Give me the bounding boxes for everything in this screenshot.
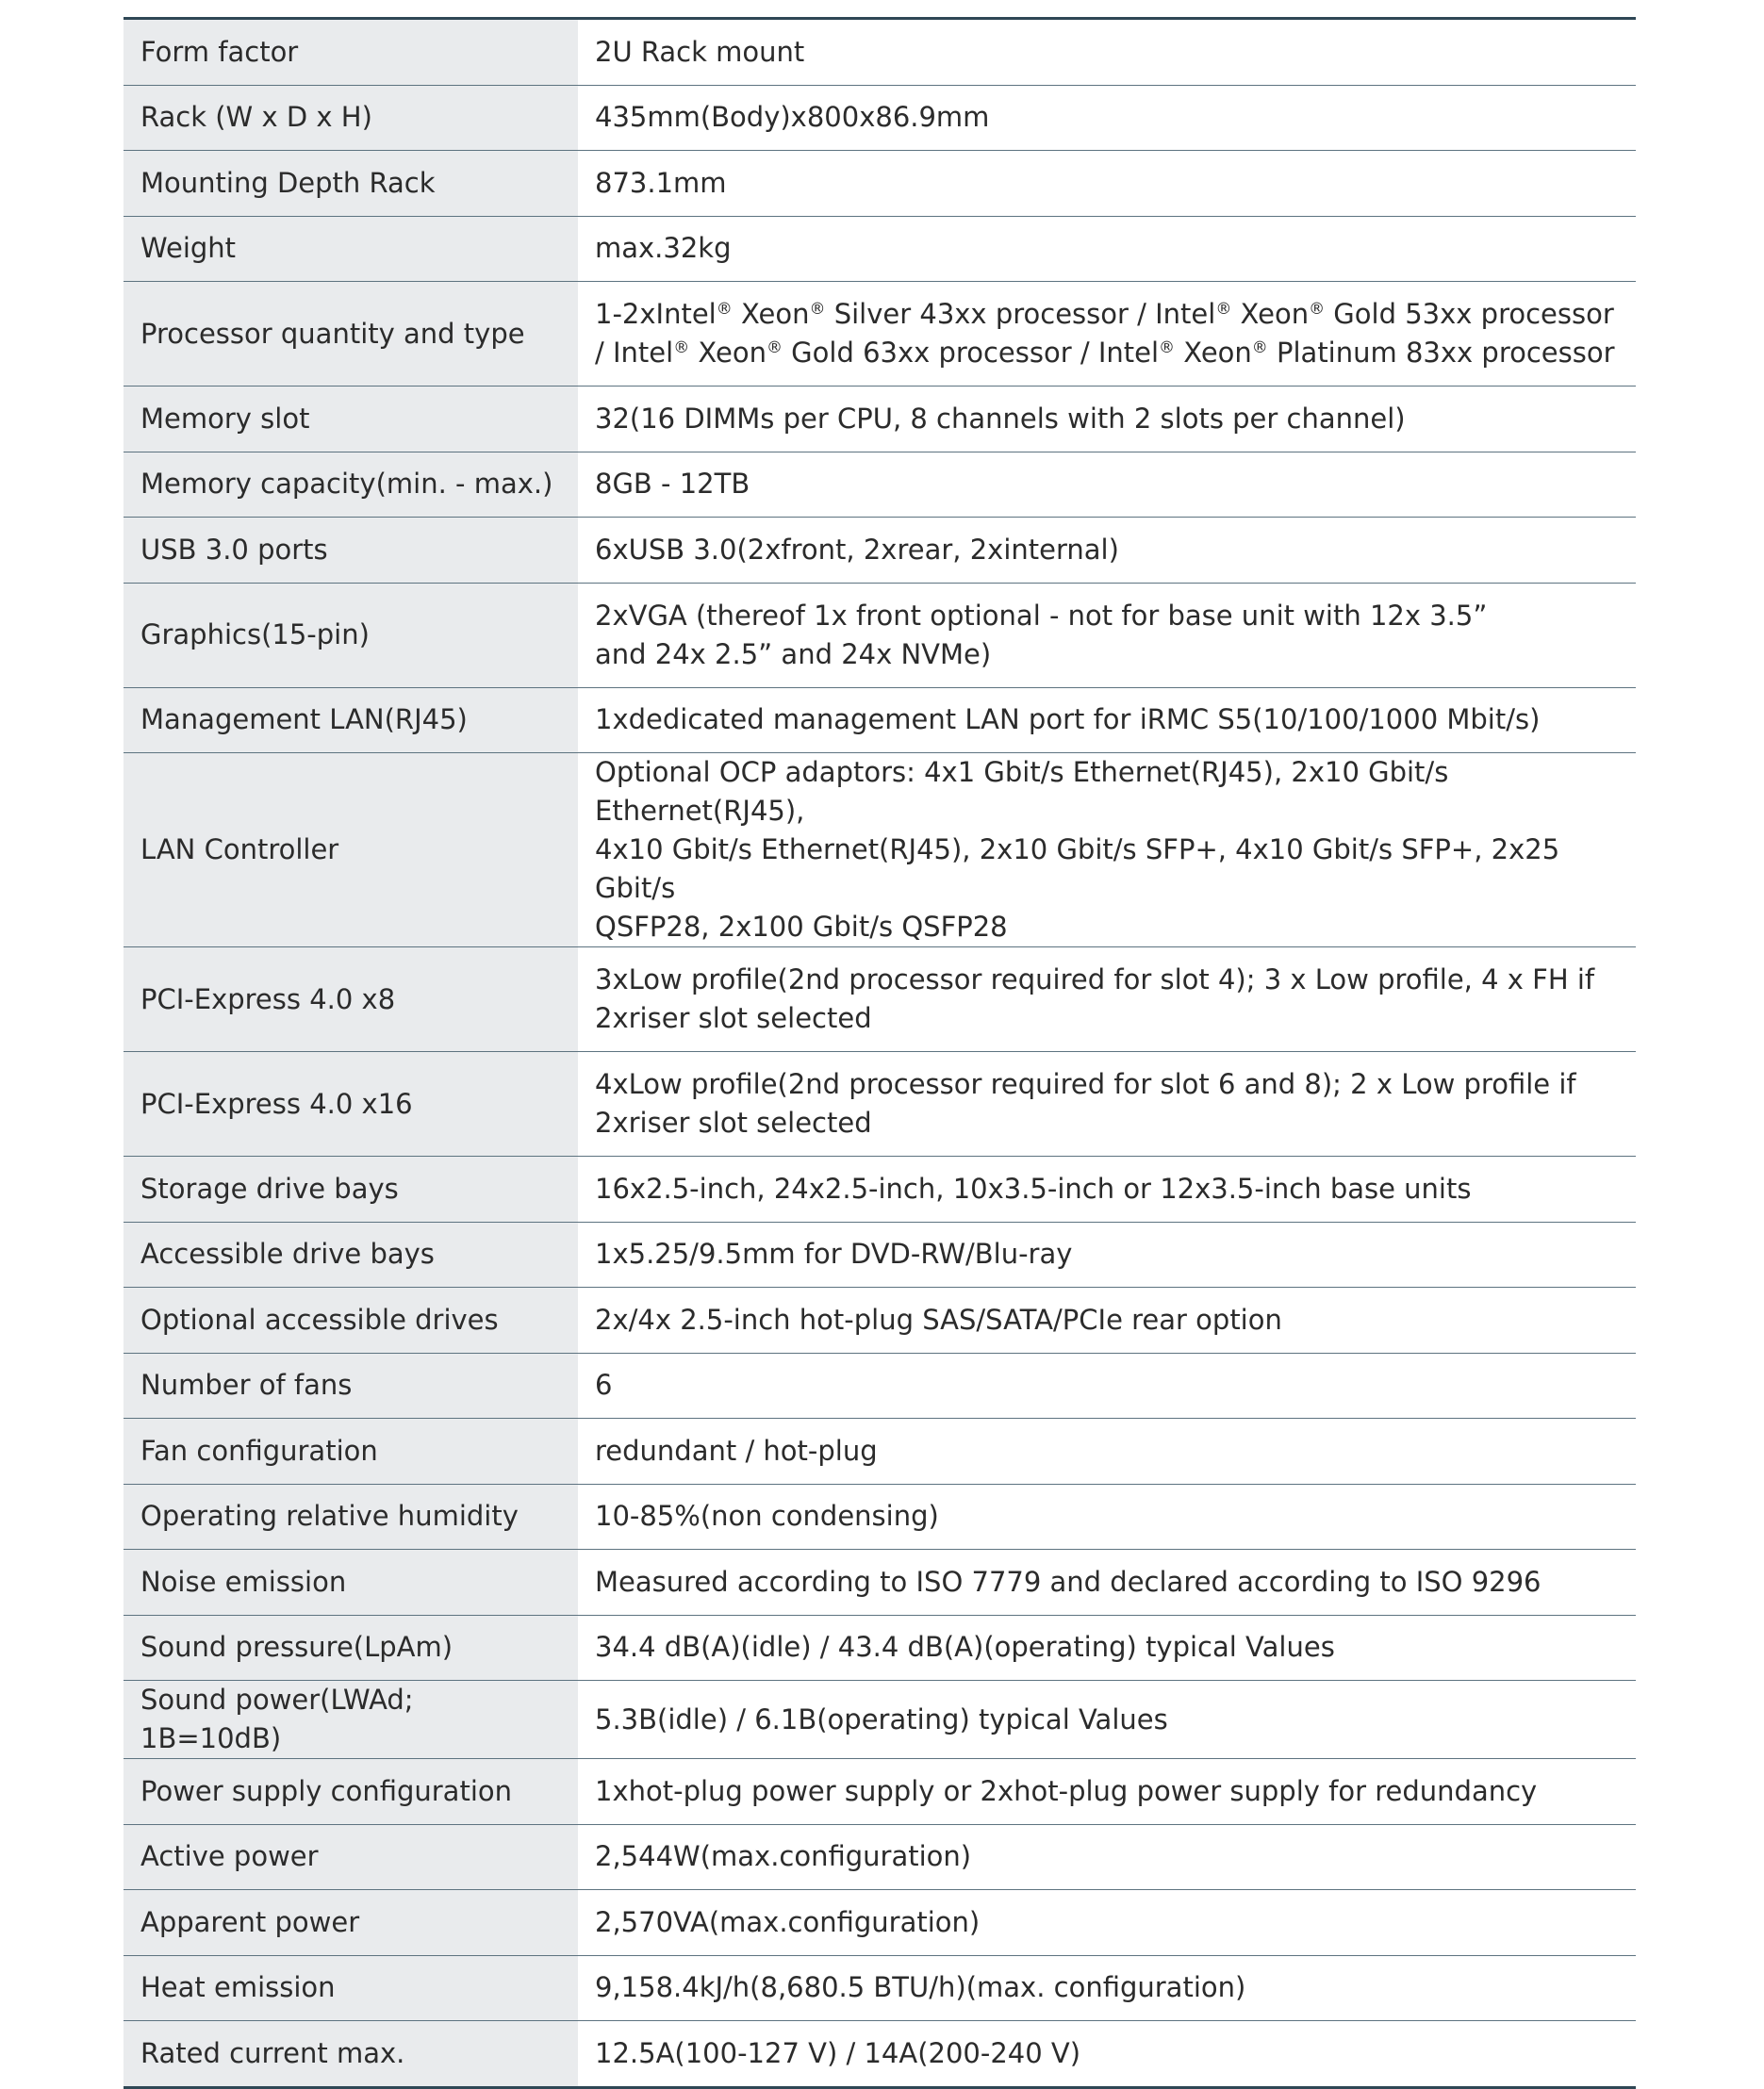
spec-label: Mounting Depth Rack bbox=[124, 151, 578, 217]
spec-value-line: 6 bbox=[595, 1369, 613, 1402]
spec-value-line: 12.5A(100-127 V) / 14A(200-240 V) bbox=[595, 2036, 1081, 2069]
spec-value-line: 2xriser slot selected bbox=[595, 1002, 872, 1034]
spec-value-line: 873.1mm bbox=[595, 166, 727, 199]
spec-label: Memory capacity(min. - max.) bbox=[124, 452, 578, 518]
spec-label: Heat emission bbox=[124, 1955, 578, 2021]
spec-row bbox=[124, 216, 1636, 282]
spec-label: Optional accessible drives bbox=[124, 1288, 578, 1354]
spec-label: PCI-Express 4.0 x16 bbox=[124, 1052, 578, 1157]
spec-value bbox=[578, 19, 1636, 86]
spec-row bbox=[124, 1681, 1636, 1759]
spec-table bbox=[124, 17, 1636, 2089]
spec-row bbox=[124, 19, 1636, 86]
spec-value bbox=[578, 1419, 1636, 1485]
spec-label: Number of fans bbox=[124, 1353, 578, 1419]
spec-value-line: 10-85%(non condensing) bbox=[595, 1500, 939, 1533]
spec-row bbox=[124, 947, 1636, 1052]
spec-value-line: 1x5.25/9.5mm for DVD-RW/Blu-ray bbox=[595, 1238, 1073, 1271]
spec-value bbox=[578, 1157, 1636, 1223]
spec-label: Power supply configuration bbox=[124, 1759, 578, 1825]
spec-row bbox=[124, 151, 1636, 217]
spec-value bbox=[578, 687, 1636, 753]
spec-label: Management LAN(RJ45) bbox=[124, 687, 578, 753]
spec-value bbox=[578, 1288, 1636, 1354]
spec-label: Apparent power bbox=[124, 1890, 578, 1956]
spec-value bbox=[578, 947, 1636, 1052]
spec-row bbox=[124, 1052, 1636, 1157]
spec-value-line: 32(16 DIMMs per CPU, 8 channels with 2 slots per channel) bbox=[595, 402, 1406, 435]
spec-row bbox=[124, 1353, 1636, 1419]
spec-value-line: and 24x 2.5” and 24x NVMe) bbox=[595, 637, 992, 670]
spec-table-body bbox=[124, 19, 1636, 2088]
spec-label: Rack (W x D x H) bbox=[124, 85, 578, 151]
spec-value-line: 4x10 Gbit/s Ethernet(RJ45), 2x10 Gbit/s SFP+, 4x10 Gbit/s SFP+, 2x25 Gbit/s bbox=[595, 833, 1560, 904]
spec-value bbox=[578, 1681, 1636, 1759]
spec-label: Weight bbox=[124, 216, 578, 282]
spec-row bbox=[124, 753, 1636, 947]
spec-value bbox=[578, 151, 1636, 217]
spec-label: Processor quantity and type bbox=[124, 282, 578, 387]
spec-label: Accessible drive bays bbox=[124, 1222, 578, 1288]
spec-value-line: 435mm(Body)x800x86.9mm bbox=[595, 101, 990, 134]
spec-label: Form factor bbox=[124, 19, 578, 86]
spec-value-line: 4xLow profile(2nd processor required for slot 6 and 8); 2 x Low profile if bbox=[595, 1068, 1576, 1100]
spec-value bbox=[578, 387, 1636, 452]
spec-row bbox=[124, 1955, 1636, 2021]
spec-row bbox=[124, 452, 1636, 518]
spec-value bbox=[578, 518, 1636, 584]
spec-row bbox=[124, 1615, 1636, 1681]
spec-label: Fan configuration bbox=[124, 1419, 578, 1485]
spec-row bbox=[124, 85, 1636, 151]
spec-value bbox=[578, 1222, 1636, 1288]
spec-row bbox=[124, 1288, 1636, 1354]
spec-row bbox=[124, 1890, 1636, 1956]
spec-value bbox=[578, 282, 1636, 387]
spec-label: Memory slot bbox=[124, 387, 578, 452]
spec-row bbox=[124, 387, 1636, 452]
spec-label: Operating relative humidity bbox=[124, 1484, 578, 1550]
spec-value-line: 1xdedicated management LAN port for iRMC S5(10/100/1000 Mbit/s) bbox=[595, 703, 1541, 736]
spec-label: Rated current max. bbox=[124, 2021, 578, 2088]
spec-label: Active power bbox=[124, 1824, 578, 1890]
spec-row bbox=[124, 1484, 1636, 1550]
spec-value-line: redundant / hot-plug bbox=[595, 1434, 878, 1467]
spec-value-line: 1xhot-plug power supply or 2xhot-plug power supply for redundancy bbox=[595, 1774, 1538, 1807]
spec-value bbox=[578, 1759, 1636, 1825]
spec-value bbox=[578, 85, 1636, 151]
spec-value-line: 34.4 dB(A)(idle) / 43.4 dB(A)(operating) typical Values bbox=[595, 1631, 1335, 1664]
spec-value-line: Measured according to ISO 7779 and declared according to ISO 9296 bbox=[595, 1565, 1541, 1598]
spec-value-line: 16x2.5-inch, 24x2.5-inch, 10x3.5-inch or 12x3.5-inch base units bbox=[595, 1172, 1472, 1205]
spec-row bbox=[124, 1157, 1636, 1223]
spec-value-line: 9,158.4kJ/h(8,680.5 BTU/h)(max. configuration) bbox=[595, 1971, 1246, 2004]
spec-value bbox=[578, 1052, 1636, 1157]
spec-value bbox=[578, 1890, 1636, 1956]
spec-label: USB 3.0 ports bbox=[124, 518, 578, 584]
spec-value-line: 2xVGA (thereof 1x front optional - not for base unit with 12x 3.5” bbox=[595, 599, 1488, 632]
spec-label: Graphics(15-pin) bbox=[124, 583, 578, 687]
spec-row bbox=[124, 1222, 1636, 1288]
spec-label: Sound power(LWAd; 1B=10dB) bbox=[124, 1681, 578, 1759]
spec-value bbox=[578, 1615, 1636, 1681]
spec-value-line: 2,544W(max.configuration) bbox=[595, 1840, 972, 1873]
spec-row bbox=[124, 1419, 1636, 1485]
spec-value bbox=[578, 583, 1636, 687]
spec-value-line: 2xriser slot selected bbox=[595, 1107, 872, 1139]
spec-row bbox=[124, 282, 1636, 387]
spec-label: Storage drive bays bbox=[124, 1157, 578, 1223]
spec-value-line: 3xLow profile(2nd processor required for slot 4); 3 x Low profile, 4 x FH if bbox=[595, 963, 1595, 995]
spec-value-line: 6xUSB 3.0(2xfront, 2xrear, 2xinternal) bbox=[595, 533, 1119, 566]
spec-label: Noise emission bbox=[124, 1550, 578, 1616]
spec-value bbox=[578, 1353, 1636, 1419]
spec-value-line: 8GB - 12TB bbox=[595, 468, 750, 501]
spec-value bbox=[578, 452, 1636, 518]
spec-label: Sound pressure(LpAm) bbox=[124, 1615, 578, 1681]
spec-value bbox=[578, 1550, 1636, 1616]
spec-value-line: 2,570VA(max.configuration) bbox=[595, 1905, 981, 1938]
spec-label: PCI-Express 4.0 x8 bbox=[124, 947, 578, 1052]
spec-value-line: 2U Rack mount bbox=[595, 35, 805, 68]
spec-value-line: max.32kg bbox=[595, 232, 732, 265]
spec-row bbox=[124, 1550, 1636, 1616]
spec-value-line: QSFP28, 2x100 Gbit/s QSFP28 bbox=[595, 911, 1008, 943]
spec-label: LAN Controller bbox=[124, 753, 578, 947]
spec-value bbox=[578, 1955, 1636, 2021]
spec-value-line: 2x/4x 2.5-inch hot-plug SAS/SATA/PCIe rear option bbox=[595, 1303, 1282, 1336]
spec-row bbox=[124, 1824, 1636, 1890]
spec-value bbox=[578, 216, 1636, 282]
spec-row bbox=[124, 583, 1636, 687]
spec-row bbox=[124, 518, 1636, 584]
spec-value-line: 5.3B(idle) / 6.1B(operating) typical Values bbox=[595, 1702, 1168, 1735]
spec-value bbox=[578, 753, 1636, 947]
spec-value-line: 1-2xIntel® Xeon® Silver 43xx processor / Intel® Xeon® Gold 53xx processor bbox=[595, 298, 1614, 330]
spec-row bbox=[124, 687, 1636, 753]
spec-value-line: Optional OCP adaptors: 4x1 Gbit/s Ethernet(RJ45), 2x10 Gbit/s Ethernet(RJ45), bbox=[595, 756, 1449, 827]
spec-value bbox=[578, 1484, 1636, 1550]
spec-row bbox=[124, 1759, 1636, 1825]
spec-value-line: / Intel® Xeon® Gold 63xx processor / Intel® Xeon® Platinum 83xx processor bbox=[595, 337, 1615, 369]
spec-value bbox=[578, 1824, 1636, 1890]
